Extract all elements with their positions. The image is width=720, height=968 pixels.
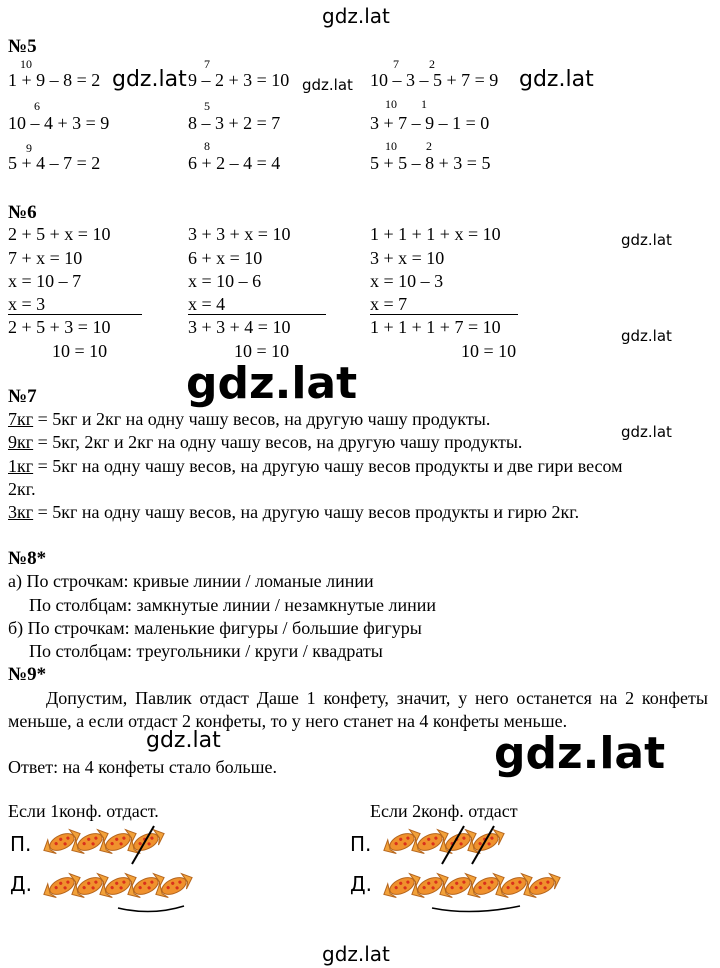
ex5-sup: 7 — [204, 57, 210, 71]
ex6-line: 6 + x = 10 — [188, 248, 263, 268]
candy-icon — [40, 826, 83, 857]
exercise-9-title: №9* — [8, 664, 47, 685]
candy-icon — [380, 870, 423, 901]
ex5-equation: 1 + 9 – 8 = 2 — [8, 70, 101, 90]
ex6-line: x = 10 – 7 — [8, 271, 82, 291]
pavlik-label: П. — [350, 832, 372, 856]
candy-illustration-right — [380, 820, 580, 916]
candy-icon — [408, 826, 451, 857]
candy-icon — [436, 870, 479, 901]
candy-icon — [464, 870, 507, 901]
watermark: gdz.lat — [621, 327, 672, 345]
ex5-equation: 8 – 3 + 2 = 7 — [188, 113, 281, 133]
candy-icon — [492, 870, 535, 901]
candy-icon — [40, 870, 83, 901]
candy-icon — [380, 826, 423, 857]
ex8-line: б) По строчкам: маленькие фигуры / большие фигуры — [8, 618, 422, 638]
ex5-sup: 1 — [421, 97, 427, 111]
watermark: gdz.lat — [519, 67, 594, 92]
candy-icon — [152, 870, 195, 901]
left-caption: Если 1конф. отдаст. — [8, 801, 159, 821]
ex5-equation: 5 + 4 – 7 = 2 — [8, 153, 101, 173]
divider-line — [8, 314, 142, 315]
candy-icon — [68, 870, 111, 901]
ex8-line: По столбцам: треугольники / круги / квадраты — [29, 641, 383, 661]
ex9-paragraph: Допустим, Павлик отдаст Даше 1 конфету, значит, у него останется на 2 конфеты меньше, а если отдаст 2 конфеты, то у него станет на 4 конфеты меньше. — [8, 688, 708, 731]
candy-icon — [68, 826, 111, 857]
ex6-line: 3 + 3 + 4 = 10 — [188, 317, 291, 337]
watermark-large: gdz.lat — [186, 358, 358, 409]
exercise-7-title: №7 — [8, 386, 37, 407]
ex6-line: 1 + 1 + 1 + 7 = 10 — [370, 317, 501, 337]
ex5-sup: 10 — [385, 139, 397, 153]
ex5-sup: 10 — [20, 57, 32, 71]
ex6-line: 2 + 5 + x = 10 — [8, 224, 111, 244]
ex8-line: По столбцам: замкнутые линии / незамкнутые линии — [29, 595, 437, 615]
watermark: gdz.lat — [302, 76, 353, 94]
ex6-line: x = 10 – 6 — [188, 271, 262, 291]
ex8-line: а) По строчкам: кривые линии / ломаные линии — [8, 571, 374, 591]
ex5-equation: 10 – 3 – 5 + 7 = 9 — [370, 70, 499, 90]
dasha-label: Д. — [10, 872, 32, 896]
ex5-equation: 3 + 7 – 9 – 1 = 0 — [370, 113, 490, 133]
ex5-equation: 9 – 2 + 3 = 10 — [188, 70, 290, 90]
pavlik-label: П. — [10, 832, 32, 856]
ex5-sup: 10 — [385, 97, 397, 111]
candy-icon — [96, 826, 139, 857]
candy-icon — [408, 870, 451, 901]
ex6-line: 3 + 3 + x = 10 — [188, 224, 291, 244]
ex7-line: 2кг. — [8, 479, 36, 499]
ex5-equation: 10 – 4 + 3 = 9 — [8, 113, 110, 133]
watermark-large: gdz.lat — [494, 728, 666, 779]
ex6-line: 10 = 10 — [52, 341, 108, 361]
ex6-line: x = 7 — [370, 294, 408, 314]
ex5-sup: 5 — [204, 99, 210, 113]
ex5-sup: 7 — [393, 57, 399, 71]
watermark: gdz.lat — [621, 231, 672, 249]
ex6-line: 3 + x = 10 — [370, 248, 445, 268]
ex6-line: 10 = 10 — [234, 341, 290, 361]
ex6-line: x = 10 – 3 — [370, 271, 444, 291]
candy-illustration-left — [40, 820, 220, 916]
candy-icon — [96, 870, 139, 901]
candy-icon — [436, 826, 479, 857]
ex5-sup: 9 — [26, 141, 32, 155]
ex6-line: x = 4 — [188, 294, 226, 314]
ex6-line: 1 + 1 + 1 + x = 10 — [370, 224, 501, 244]
watermark: gdz.lat — [621, 423, 672, 441]
ex5-sup: 6 — [34, 99, 40, 113]
dasha-label: Д. — [350, 872, 372, 896]
ex5-equation: 5 + 5 – 8 + 3 = 5 — [370, 153, 491, 173]
ex7-line: 1кг = 5кг на одну чашу весов, на другую чашу весов продукты и две гири весом — [8, 456, 623, 476]
ex6-line: 10 = 10 — [461, 341, 517, 361]
candy-icon — [124, 870, 167, 901]
divider-line — [370, 314, 518, 315]
ex7-line: 9кг = 5кг, 2кг и 2кг на одну чашу весов, на другую чашу продукты. — [8, 432, 523, 452]
right-caption: Если 2конф. отдаст — [370, 801, 518, 821]
ex6-line: x = 3 — [8, 294, 46, 314]
ex5-sup: 2 — [429, 57, 435, 71]
watermark-bottom: gdz.lat — [322, 942, 390, 966]
candy-icon — [464, 826, 507, 857]
ex6-line: 2 + 5 + 3 = 10 — [8, 317, 111, 337]
watermark-top: gdz.lat — [322, 4, 390, 28]
ex9-answer: Ответ: на 4 конфеты стало больше. — [8, 757, 277, 777]
ex5-equation: 6 + 2 – 4 = 4 — [188, 153, 281, 173]
watermark: gdz.lat — [112, 67, 187, 92]
ex7-line: 3кг = 5кг на одну чашу весов, на другую чашу весов продукты и гирю 2кг. — [8, 502, 580, 522]
exercise-5-title: №5 — [8, 36, 37, 57]
exercise-8-title: №8* — [8, 548, 47, 569]
candy-icon — [124, 826, 167, 857]
ex5-sup: 2 — [426, 139, 432, 153]
watermark: gdz.lat — [146, 728, 221, 753]
ex6-line: 7 + x = 10 — [8, 248, 83, 268]
ex5-sup: 8 — [204, 139, 210, 153]
ex7-line: 7кг = 5кг и 2кг на одну чашу весов, на другую чашу продукты. — [8, 409, 491, 429]
divider-line — [188, 314, 326, 315]
exercise-6-title: №6 — [8, 202, 37, 223]
candy-icon — [520, 870, 563, 901]
